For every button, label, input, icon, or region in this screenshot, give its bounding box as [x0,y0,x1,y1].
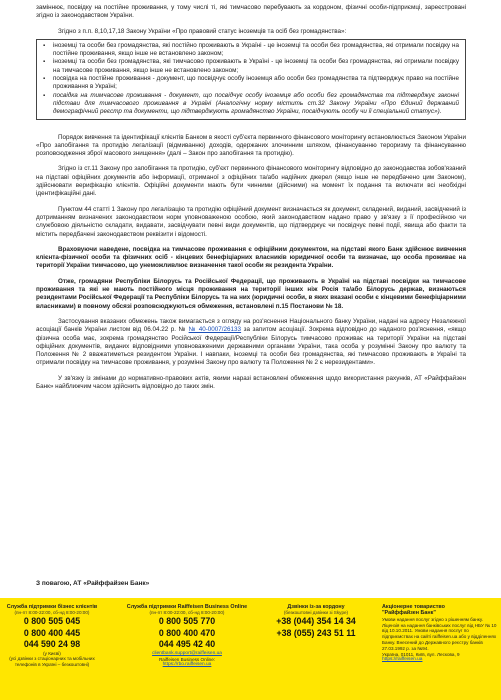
paragraph-law-reference: Згідно з п.п. 8,10,17,18 Закону України «Про правовий статус іноземців та осіб без громадянства»: [58,27,347,35]
footer-col2-title: Служба підтримки Raiffeisen Business Online [126,604,248,610]
definitions-list [43,42,459,117]
definition-item: ▪ іноземці та особи без громадянства, які тимчасово проживають в Україні - це іноземці та особи без громадянства, які отримали посвідку на тимчасове проживання, якщо інше не встановлено законом; [53,58,459,75]
paragraph-official-document: Пунктом 44 статті 1 Закону про легалізацію та протидію офіційний документ визначається як документ, складений, виданий, засвідчений із дотриманням визначених законодавством норм уповноваженою особою, який законодавством надано право у зв'язку з її професійною чи службовою діяльністю складати, видавати, засвідчувати певні види документів, що підтверджує чи посвідчує певні події, явища або факти та містить передбачені законодавством реквізити і відомості. [36,205,466,238]
footer-company-text: Умови надання послуг згідно з рішенням банку. Ліцензія на надання банківських послуг від НБУ № 10 від 10.10.2011. Умови надання послуг по підприємствах на сайті raiffeisen.ua або у відділеннях Банку. Внесений до Державного реєстру банків 27.03.1992 р. за №94. [382,616,497,651]
paragraph-nbu-clarification [36,318,466,368]
footer-col1-note-free: (усі дзвінки з стаціонарних та мобільних телефонів в Україні – безкоштовні) [9,656,95,667]
paragraph-conclusion-1: Враховуючи наведене, посвідка на тимчасове проживання є офіційним документом, на підставі якого Банк здійснює вивчення клієнта-фізичної особи та фізичних осіб - кінцевих бенефіціарних власників юридичної особи та визначає, що особа проживає на території України тимчасово, що унеможливлює визначення такої особи як резидента України. [36,245,466,270]
footer-col2-hours: (пн-пт 8:00-22:00, сб-нд 8:00-20:00) [149,610,225,616]
footer-support-email-link[interactable]: clientbank.support@raiffeisen.ua [152,650,222,656]
definitions-box [36,39,466,120]
footer-phone[interactable]: 0 800 505 045 [23,616,81,626]
footer-company-site-link[interactable]: https://raiffeisen.ua [382,657,423,663]
footer-phone[interactable]: 044 495 42 40 [158,639,216,650]
paragraph-identification-procedure: Порядок вивчення та ідентифікації клієнтів Банком в якості суб'єкта первинного фінансового моніторингу встановлюється Законом України «Про запобігання та протидію легалізації (відмиванню) доходів, одержаних злочинним шляхом, фінансуванню тероризму та фінансуванню розповсюдження зброї масового знищення» (далі – Закон про запобігання та протидію). [36,133,466,158]
footer-phone[interactable]: 0 800 505 770 [158,616,216,626]
footer-company-address: Україна, 01011, Київ, вул. Лескова, 9 [382,651,460,657]
paragraph-conclusion-2: Отже, громадяни Республіки Білорусь та Російської Федерації, що проживають в Україні на підставі посвідки на тимчасове проживання та які не мають постійного місця проживання на території інших ніж Росія та/або Білорусь держав, визнаються резидентами Російської Федерації та Республіки Білорусь та на них (юридичні особи, в яких вказані особи є кінцевими бенефіціарними власниками) в повному обсязі розповсюджуються обмеження, встановлені п.15 Постанови № 18. [36,277,466,310]
footer-phone[interactable]: 0 800 400 470 [158,627,216,638]
footer-rbo-site-link[interactable]: https://rbo.raiffeisen.ua [162,662,212,668]
nbu-letter-link[interactable]: № 40-0007/26133 [188,326,242,334]
nbu-text-start: Застосування вказаних обмежень також вимагається з огляду на роз'яснення Національного банку України, надані на адресу Незалежної асоціації банків України листом від 06.04.22 р. № [36,317,466,334]
footer-company-type: Акціонерне товариство [382,604,445,610]
paragraph-article-11: Згідно із ст.11 Закону про запобігання та протидію, суб'єкт первинного фінансового моніторингу відповідно до законодавства зобов'язаний на підставі офіційних документів або інформації, отриманої з офіційних та/або надійних джерел (якщо інше не передбачено цим Законом), здійснювати верифікацію клієнтів. Офіційні документи мають бути чинними (дійсними) на момент їх подання та включати всі необхідні ідентифікаційні дані. [36,165,466,198]
definition-item: ▪ посвідка на постійне проживання - документ, що посвідчує особу іноземця або особи без громадянства та підтверджує право на постійне проживання в Україні; [53,75,459,92]
footer-rbo-support [124,604,250,668]
footer-col3-title: Дзвінки із-за кордону [287,604,345,610]
signature: З повагою, АТ «Райффайзен Банк» [36,580,150,587]
footer-phone[interactable]: 044 590 24 98 [23,639,81,650]
footer-col1-hours: (пн-пт 8:00-22:00, сб-нд 8:00-20:00) [14,610,90,616]
definition-item: ▪ іноземці та особи без громадянства, які постійно проживають в Україні - це іноземці та особи без громадянства, які отримали посвідку на постійне проживання, якщо інше не встановлено законом; [53,42,459,59]
nbu-text-end: за запитом асоціації. Зокрема відповідно до наданого роз'яснення, «якщо фізична особа має, зокрема громадянство Російської Федерації/Республіки Білорусь тимчасово проживає на території України на підставі офіційних документів, виданих відповідними уповноваженими державними органами України, така особа у розумінні Закону про валюту та Положення № 2 вважатиметься резидентом України. І навпаки, іноземці та особи без громадянства, які тимчасово проживають в Україні та отримали посвідку на тимчасове проживання, у розумінні Закону про валюту та Положення № 2 є нерезидентами». [36,326,467,367]
footer-phone[interactable]: 0 800 400 445 [23,627,81,638]
footer-company-name: "Райффайзен Банк" [382,610,436,617]
footer-company-info [382,604,498,663]
footer-abroad-calls [262,604,370,639]
footer-business-support [4,604,100,668]
footer-col1-title: Служба підтримки бізнес клієнтів [6,604,98,610]
definition-item: ▪ посвідка на тимчасове проживання - документ, що посвідчує особу іноземця або особи без громадянства та підтверджує законні підстави для тимчасового проживання в Україні (Аналогічну норму містить ст.32 Закону України «Про Єдиний державний демографічний реєстр та документи, що підтверджують громадянство України, посвідчують особу чи її спеціальний статус»). [53,92,459,117]
footer-phone[interactable]: +38 (055) 243 51 11 [276,627,356,638]
letter-body [36,4,466,391]
footer-rbo-label: Raiffeisen Business Online: [158,656,216,662]
footer-phone[interactable]: +38 (044) 354 14 34 [276,616,356,626]
footer-col1-note-kyiv: (у Києві) [43,650,61,656]
footer [0,598,501,700]
paragraph-residents-definition: заміннює, посвідку на постійне проживання, у тому числі ті, які тимчасово перебувають за кордоном, фізичні особи-підприємці, зареєстровані згідно із законодавством України. [36,4,466,20]
footer-col3-sub: (безкоштовні дзвінки зі Skype) [283,610,349,616]
paragraph-account-restrictions: У зв'язку із змінами до нормативно-правових актів, якими наразі встановлені обмеження щодо використання рахунків, АТ «Райффайзен Банк» найближчим часом здійснить відповідно до таких змін. [36,374,466,390]
